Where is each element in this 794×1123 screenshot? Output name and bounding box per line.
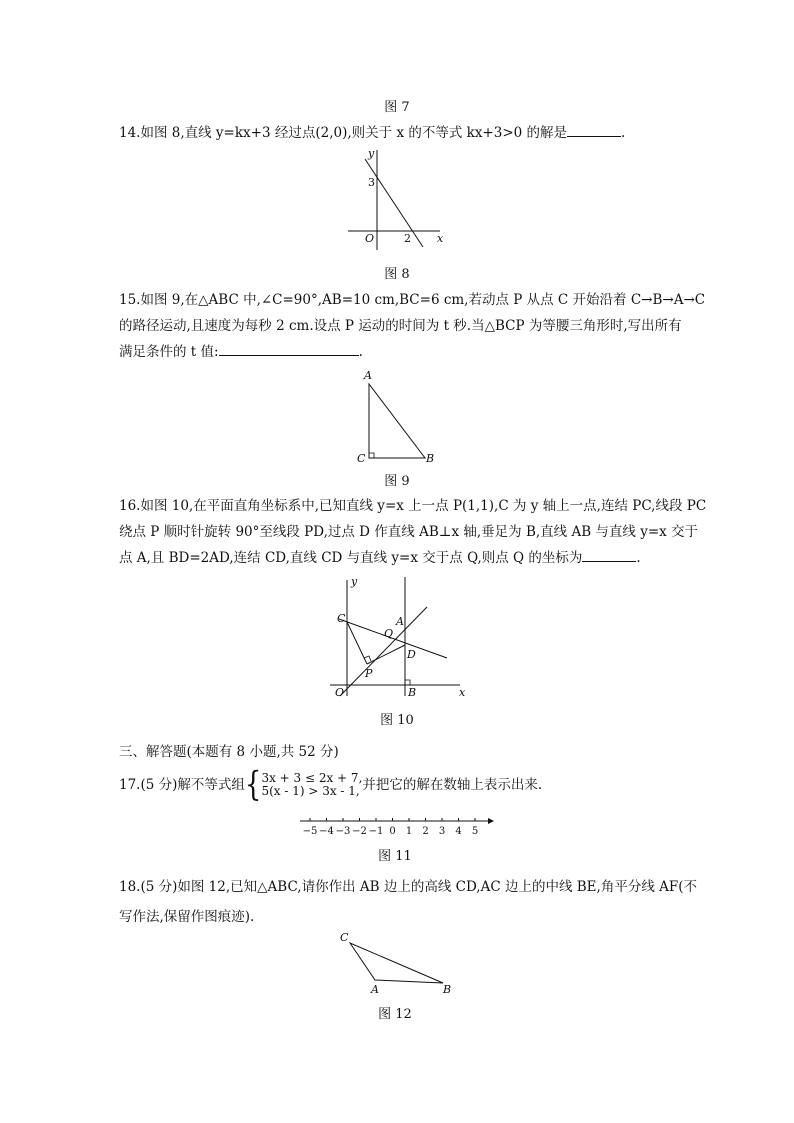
q18-line-2: 写作法,保留作图痕迹). — [119, 909, 255, 925]
q17-system — [261, 772, 362, 798]
fig12-label-c: C — [340, 931, 349, 944]
fig10-label-c: C — [337, 612, 346, 625]
q17-inequality-1: 3x + 3 ≤ 2x + 7, — [261, 771, 363, 785]
fig8-x-label: x — [437, 232, 444, 245]
q16-answer-blank[interactable] — [582, 547, 636, 562]
fig11-tick-label: 4 — [455, 826, 462, 837]
fig11-tick-label: −2 — [352, 826, 367, 837]
figure-10 — [325, 572, 475, 700]
fig11-tick-label: 2 — [422, 826, 429, 837]
figure-9 — [355, 368, 440, 468]
figure-8 — [345, 145, 450, 255]
fig8-caption: 图 8 — [384, 267, 410, 282]
fig9-right-angle-mark — [369, 453, 374, 458]
fig8-x-tick: 2 — [404, 232, 411, 245]
fig11-arrow-icon — [488, 818, 494, 824]
q15-line-1: 15.如图 9,在△ABC 中,∠C=90°,AB=10 cm,BC=6 cm,若动点 P 从点 C 开始沿着 C→B→A→C — [119, 292, 706, 308]
fig10-caption: 图 10 — [380, 713, 414, 728]
fig10-right-angle-b — [405, 680, 410, 685]
q16-line-1: 16.如图 10,在平面直角坐标系中,已知直线 y=x 上一点 P(1,1),C 为 y 轴上一点,连结 PC,线段 PC — [119, 498, 707, 514]
fig11-tick-label: −4 — [319, 826, 334, 837]
q15-answer-blank[interactable] — [219, 341, 359, 356]
fig12-triangle — [350, 943, 443, 983]
question-15 — [119, 287, 706, 365]
fig10-label-y: y — [351, 575, 358, 588]
question-14 — [119, 120, 684, 146]
fig9-caption: 图 9 — [384, 474, 410, 489]
fig10-label-d: D — [407, 648, 416, 661]
q14-text: 14.如图 8,直线 y=kx+3 经过点(2,0),则关于 x 的不等式 kx+3>0 的解是 — [119, 125, 568, 141]
question-16 — [119, 493, 707, 571]
q15-line-3: 满足条件的 t 值: — [119, 344, 219, 360]
fig10-segment-pd — [367, 645, 405, 664]
q15-line-2: 的路径运动,且速度为每秒 2 cm.设点 P 运动的时间为 t 秒.当△BCP 为等腰三角形时,写出所有 — [119, 318, 682, 334]
figure-12 — [335, 928, 460, 998]
fig12-label-b: B — [443, 983, 452, 996]
question-17 — [119, 765, 684, 805]
fig11-caption: 图 11 — [378, 849, 412, 864]
fig11-tick-label: −1 — [368, 826, 384, 837]
fig8-y-label: y — [368, 147, 375, 160]
fig11-tick-label: 5 — [471, 826, 479, 837]
q17-suffix: 并把它的解在数轴上表示出来. — [362, 777, 543, 793]
fig8-y-tick: 3 — [368, 176, 375, 189]
figure-11 — [298, 814, 494, 838]
q16-line-3: 点 A,且 BD=2AD,连结 CD,直线 CD 与直线 y=x 交于点 Q,则点 Q 的坐标为 — [119, 550, 583, 566]
fig11-tick-label: 1 — [405, 826, 413, 837]
fig11-tick-label: 3 — [438, 826, 446, 837]
fig11-tick-label: −5 — [302, 826, 318, 837]
fig9-label-a: A — [364, 369, 372, 382]
fig10-label-a: A — [396, 615, 404, 628]
q16-end: . — [636, 550, 641, 566]
q14-end: . — [621, 125, 626, 141]
question-18 — [119, 872, 697, 932]
section-3-title: 三、解答题(本题有 8 小题,共 52 分) — [119, 744, 339, 760]
fig7-caption: 图 7 — [384, 100, 410, 115]
fig10-label-p: P — [365, 667, 373, 680]
q18-line-1: 18.(5 分)如图 12,已知△ABC,请你作出 AB 边上的高线 CD,AC 边上的中线 BE,角平分线 AF(不 — [119, 879, 697, 895]
fig10-label-q: Q — [384, 627, 394, 640]
q17-prefix: 17.(5 分)解不等式组 — [119, 777, 245, 793]
q15-end: . — [358, 344, 363, 360]
fig12-caption: 图 12 — [378, 1007, 412, 1022]
q17-brace: { — [244, 765, 262, 805]
fig11-tick-label: 0 — [389, 826, 396, 837]
q14-answer-blank[interactable] — [567, 122, 621, 137]
fig9-triangle — [369, 384, 425, 458]
fig10-label-b: B — [408, 686, 417, 699]
fig9-label-c: C — [357, 452, 366, 465]
fig11-tick-label: −3 — [335, 826, 351, 837]
q16-line-2: 绕点 P 顺时针旋转 90°至线段 PD,过点 D 作直线 AB⊥x 轴,垂足为 B,直线 AB 与直线 y=x 交于 — [119, 524, 699, 540]
fig10-label-o: O — [335, 686, 345, 699]
fig9-label-b: B — [426, 452, 435, 465]
fig8-origin: O — [365, 232, 375, 245]
fig12-label-a: A — [371, 983, 379, 996]
fig10-label-x: x — [459, 686, 466, 699]
q17-inequality-2: 5(x - 1) > 3x - 1, — [261, 784, 360, 798]
